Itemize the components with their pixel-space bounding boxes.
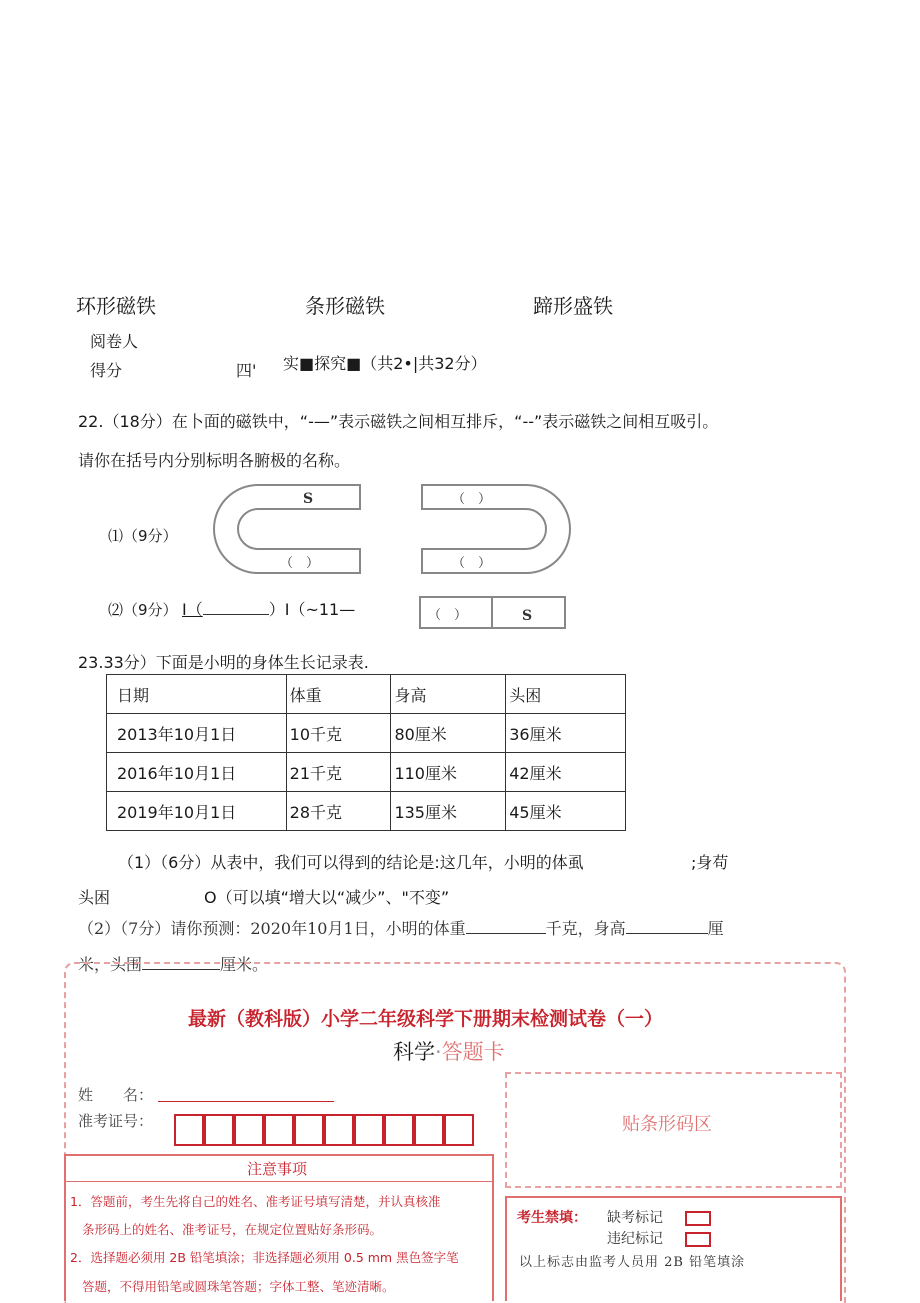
answer-card-subject: 科学 <box>393 1040 435 1064</box>
q22-part1-label: ⑴（9分） <box>108 527 178 545</box>
q23-part2-text-d: 米，头围 <box>78 955 143 974</box>
violation-mark-box[interactable] <box>685 1232 711 1247</box>
cell-weight: 10千克 <box>286 714 391 753</box>
cell-head: 45厘米 <box>506 792 626 831</box>
answer-card-subtitle: 答题卡 <box>441 1040 505 1064</box>
horseshoe-magnet-label: 蹄形盛铁 <box>533 294 613 318</box>
weight-blank <box>466 932 546 934</box>
right-magnet-pole-bottom: （ ） <box>452 556 492 571</box>
q23-part1-line1-a: （1）（6分）从表中，我们可以得到的结论是:这几年，小明的体虱 <box>118 853 584 872</box>
id-digit-box[interactable] <box>264 1114 294 1146</box>
id-digit-box[interactable] <box>174 1114 204 1146</box>
absent-mark-label: 缺考标记 <box>607 1210 663 1226</box>
barcode-area-label: 贴条形码区 <box>622 1114 712 1135</box>
notice-item-2a: 2．选择题必须用 2B 铅笔填涂；非选择题必须用 0.5 mm 黑色签字笔 <box>70 1250 459 1265</box>
absent-mark-row <box>607 1207 711 1227</box>
left-magnet-pole-bottom: （ ） <box>280 556 320 571</box>
q23-part2-line1 <box>78 916 724 939</box>
id-digit-box[interactable] <box>234 1114 264 1146</box>
q23-part2-text-b: 千克，身高 <box>545 919 626 938</box>
cell-height: 80厘米 <box>391 714 506 753</box>
name-label: 姓 名： <box>78 1086 154 1104</box>
header-head: 头困 <box>506 675 626 714</box>
bar-magnet-pole-left: （ ） <box>428 608 468 623</box>
cell-date: 2013年10月1日 <box>107 714 287 753</box>
header-weight: 体重 <box>286 675 391 714</box>
q22-part2-text-b: ）I（~11— <box>268 600 356 619</box>
table-row <box>107 792 626 831</box>
q23-part2-text-c: 厘 <box>707 919 724 938</box>
notice-title: 注意事项 <box>247 1160 308 1178</box>
bar-magnet <box>418 595 568 631</box>
q22-part2-text-a: I（ <box>182 600 203 619</box>
bar-magnet-pole-right: S <box>522 608 533 624</box>
cell-head: 36厘米 <box>506 714 626 753</box>
table-row <box>107 753 626 792</box>
score-label: 得分 <box>90 361 123 380</box>
notice-item-2b: 答题，不得用铅笔或圆珠笔答题；字体工整、笔迹清晰。 <box>82 1279 395 1294</box>
cell-weight: 21千克 <box>286 753 391 792</box>
id-digit-box[interactable] <box>204 1114 234 1146</box>
table-row <box>107 714 626 753</box>
q22-part2-text <box>182 597 355 620</box>
growth-record-table <box>106 674 626 831</box>
height-blank <box>626 932 708 934</box>
q23-part2-text-a: （2）（7分）请你预测：2020年10月1日，小明的体重 <box>78 919 466 938</box>
id-digit-box[interactable] <box>294 1114 324 1146</box>
section-title: 实■探究■（共2•|共32分） <box>283 354 487 373</box>
q23-part1-line1-b: ;身苟 <box>691 853 729 872</box>
q22-part2-label: ⑵（9分） <box>108 601 178 619</box>
cell-weight: 28千克 <box>286 792 391 831</box>
bar-magnet-label: 条形磁铁 <box>305 294 385 318</box>
q22-stem-line2: 请你在括号内分别标明各腑极的名称。 <box>78 451 351 470</box>
violation-mark-row <box>607 1228 711 1248</box>
cell-height: 110厘米 <box>391 753 506 792</box>
q23-part1-line2-a: 头困 <box>78 888 111 907</box>
table-header-row <box>107 675 626 714</box>
header-height: 身高 <box>391 675 506 714</box>
answer-card-title: 最新（教科版）小学二年级科学下册期末检测试卷（一） <box>188 1008 664 1030</box>
id-digit-box[interactable] <box>414 1114 444 1146</box>
mark-note: 以上标志由监考人员用 2B 铅笔填涂 <box>519 1255 746 1270</box>
horseshoe-magnet-left <box>208 479 368 579</box>
q23-part2-text-e: 厘米。 <box>220 955 269 974</box>
ring-magnet-label: 环形磁铁 <box>76 294 156 318</box>
horseshoe-magnet-right <box>418 479 578 579</box>
cell-height: 135厘米 <box>391 792 506 831</box>
q23-stem: 23.33分）下面是小明的身体生长记录表. <box>78 653 369 672</box>
id-label: 准考证号： <box>78 1112 154 1130</box>
notice-divider <box>66 1181 492 1182</box>
cell-head: 42厘米 <box>506 753 626 792</box>
id-digit-box[interactable] <box>354 1114 384 1146</box>
id-digit-box[interactable] <box>384 1114 414 1146</box>
header-date: 日期 <box>107 675 287 714</box>
cell-date: 2016年10月1日 <box>107 753 287 792</box>
q23-part1-line2-b: O（可以填“增大以“减少”、"不变” <box>204 888 450 907</box>
reviewer-label: 阅卷人 <box>90 332 139 351</box>
notice-item-1a: 1．答题前，考生先将自己的姓名、准考证号填写清楚，并认真核准 <box>70 1194 441 1209</box>
cell-date: 2019年10月1日 <box>107 792 287 831</box>
absent-mark-box[interactable] <box>685 1211 711 1226</box>
forbid-label: 考生禁填： <box>517 1210 587 1226</box>
q22-part2-blank <box>203 613 269 615</box>
q22-stem-line1: 22.（18分）在卜面的磁铁中，“-—”表示磁铁之间相互排斥，“--”表示磁铁之间相互吸引。 <box>78 412 719 431</box>
notice-item-1b: 条形码上的姓名、准考证号，在规定位置贴好条形码。 <box>82 1222 383 1237</box>
section-number: 四' <box>236 361 257 380</box>
answer-card-heading: 科学·答题卡 <box>393 1040 505 1064</box>
id-digit-box[interactable] <box>444 1114 474 1146</box>
id-digit-box[interactable] <box>324 1114 354 1146</box>
right-magnet-pole-top: （ ） <box>452 492 492 507</box>
name-field-line[interactable] <box>158 1101 334 1102</box>
violation-mark-label: 违纪标记 <box>607 1231 663 1247</box>
left-magnet-pole-top: S <box>303 491 314 507</box>
